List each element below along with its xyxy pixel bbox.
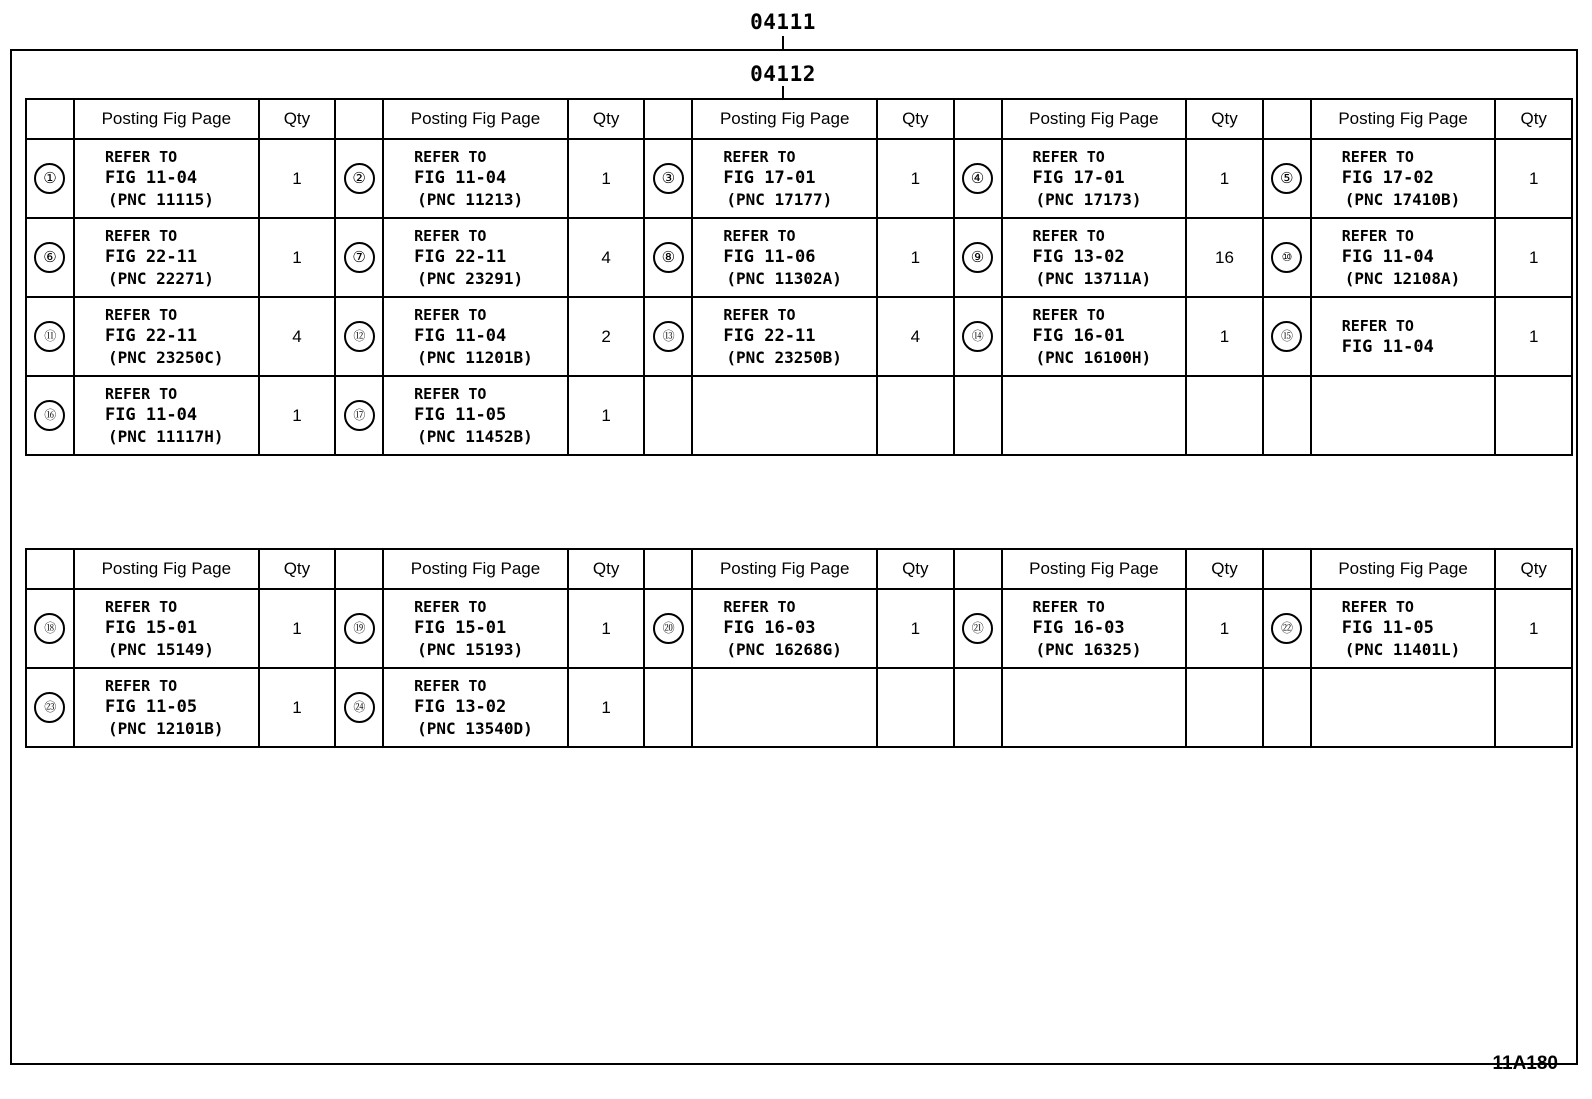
reference-cell (1002, 218, 1187, 297)
item-callout-icon: ⑨ (962, 242, 993, 273)
qty-cell: 2 (568, 297, 645, 376)
reference-cell (1311, 218, 1496, 297)
reference-line3: (PNC 23291) (417, 269, 524, 288)
group-label: 04112 (750, 62, 816, 86)
reference-line3: (PNC 12108A) (1344, 269, 1461, 288)
item-number-cell (644, 668, 692, 747)
header-qty: Qty (259, 99, 336, 139)
reference-cell (1002, 589, 1187, 668)
table-row (26, 218, 1572, 297)
item-number-cell (1263, 139, 1311, 218)
reference-line2: FIG 11-05 (414, 405, 507, 425)
reference-cell (1311, 376, 1496, 455)
reference-line2: FIG 22-11 (723, 326, 816, 346)
reference-line1: REFER TO (104, 677, 178, 695)
item-number-cell (1263, 218, 1311, 297)
qty-cell (1186, 668, 1263, 747)
reference-line1: REFER TO (414, 385, 487, 403)
reference-line3: (PNC 16268G) (726, 640, 842, 659)
item-number-cell (26, 376, 74, 455)
item-number-cell (26, 139, 74, 218)
reference-line3: (PNC 11401L) (1344, 640, 1461, 659)
header-number-cell (335, 99, 383, 139)
item-callout-icon: ⑤ (1271, 163, 1302, 194)
qty-cell: 4 (877, 297, 954, 376)
item-callout-icon: ㉑ (962, 613, 993, 644)
header-qty: Qty (1186, 99, 1263, 139)
item-callout-icon: ⑱ (34, 613, 65, 644)
qty-cell: 1 (877, 139, 954, 218)
header-number-cell (1263, 99, 1311, 139)
table-row (26, 589, 1572, 668)
qty-cell: 1 (568, 139, 645, 218)
reference-line3: (PNC 11302A) (726, 269, 842, 288)
header-qty: Qty (568, 99, 645, 139)
header-qty: Qty (877, 549, 954, 589)
item-callout-icon: ⑰ (344, 400, 375, 431)
item-callout-icon: ⑯ (34, 400, 65, 431)
item-number-cell (335, 139, 383, 218)
reference-cell (1311, 668, 1496, 747)
qty-cell: 1 (1495, 139, 1572, 218)
item-callout-icon: ⑩ (1271, 242, 1302, 273)
item-number-cell (335, 218, 383, 297)
reference-line3: (PNC 16325) (1035, 640, 1142, 659)
reference-line2: FIG 16-03 (723, 618, 816, 638)
reference-line3: (PNC 23250C) (107, 348, 224, 367)
item-number-cell (954, 376, 1002, 455)
reference-cell (1002, 376, 1187, 455)
item-number-cell (1263, 297, 1311, 376)
item-number-cell (335, 297, 383, 376)
reference-line1: REFER TO (1032, 148, 1105, 166)
reference-line2: FIG 13-02 (1032, 247, 1125, 267)
reference-line1: REFER TO (1341, 148, 1414, 166)
reference-line3: (PNC 11201B) (417, 348, 533, 367)
item-callout-icon: ⑦ (344, 242, 375, 273)
reference-line1: REFER TO (1341, 316, 1414, 335)
header-row (26, 99, 1572, 139)
item-number-cell (644, 376, 692, 455)
reference-line1: REFER TO (1032, 306, 1105, 324)
header-qty: Qty (1495, 99, 1572, 139)
reference-line3: (PNC 11213) (417, 190, 524, 209)
header-qty: Qty (568, 549, 645, 589)
item-number-cell (644, 589, 692, 668)
item-number-cell (335, 376, 383, 455)
qty-cell (877, 668, 954, 747)
reference-cell (383, 218, 568, 297)
reference-line1: REFER TO (723, 148, 796, 166)
qty-cell: 16 (1186, 218, 1263, 297)
reference-line1: REFER TO (104, 148, 178, 166)
reference-cell (692, 218, 877, 297)
header-posting-fig-page: Posting Fig Page (1311, 549, 1496, 589)
qty-cell: 1 (1186, 589, 1263, 668)
qty-cell: 1 (259, 218, 336, 297)
reference-line3: (PNC 11452B) (417, 427, 533, 446)
reference-line3: (PNC 13540D) (417, 719, 533, 738)
item-number-cell (26, 297, 74, 376)
item-callout-icon: ⑧ (653, 242, 684, 273)
header-posting-fig-page: Posting Fig Page (1311, 99, 1496, 139)
item-number-cell (335, 668, 383, 747)
item-number-cell (954, 218, 1002, 297)
reference-cell (1002, 668, 1187, 747)
qty-cell: 4 (568, 218, 645, 297)
item-number-cell (644, 139, 692, 218)
reference-line3: (PNC 17410B) (1344, 190, 1461, 209)
header-number-cell (954, 549, 1002, 589)
item-callout-icon: ⑫ (344, 321, 375, 352)
reference-line1: REFER TO (723, 306, 796, 324)
reference-line2: FIG 11-04 (104, 168, 198, 188)
reference-line2: FIG 11-04 (104, 405, 198, 425)
header-posting-fig-page: Posting Fig Page (383, 549, 568, 589)
reference-cell (74, 218, 259, 297)
reference-cell (692, 668, 877, 747)
table-row (26, 376, 1572, 455)
reference-line1: REFER TO (723, 227, 796, 245)
qty-cell (1495, 376, 1572, 455)
qty-cell: 1 (1495, 297, 1572, 376)
top-leader-line (782, 36, 784, 50)
qty-cell: 1 (259, 668, 336, 747)
reference-line3: (PNC 17173) (1035, 190, 1142, 209)
qty-cell: 4 (259, 297, 336, 376)
item-callout-icon: ② (344, 163, 375, 194)
reference-line1: REFER TO (104, 227, 178, 245)
reference-line3: (PNC 15193) (417, 640, 524, 659)
header-row (26, 549, 1572, 589)
reference-cell (74, 589, 259, 668)
reference-line3: (PNC 13711A) (1035, 269, 1152, 288)
item-number-cell (26, 589, 74, 668)
reference-line1: REFER TO (1032, 598, 1105, 616)
qty-cell: 1 (259, 139, 336, 218)
item-callout-icon: ⑪ (34, 321, 65, 352)
reference-line3: (PNC 22271) (107, 269, 214, 288)
header-posting-fig-page: Posting Fig Page (692, 549, 877, 589)
reference-cell (1002, 297, 1187, 376)
header-qty: Qty (1186, 549, 1263, 589)
reference-cell (383, 139, 568, 218)
reference-line1: REFER TO (104, 306, 178, 324)
header-posting-fig-page: Posting Fig Page (74, 549, 259, 589)
reference-line3: (PNC 16100H) (1035, 348, 1152, 367)
reference-line1: REFER TO (723, 598, 796, 616)
item-callout-icon: ① (34, 163, 65, 194)
header-number-cell (1263, 549, 1311, 589)
qty-cell (1186, 376, 1263, 455)
table-row (26, 139, 1572, 218)
header-posting-fig-page: Posting Fig Page (692, 99, 877, 139)
reference-line2: FIG 11-06 (723, 247, 816, 267)
reference-line1: REFER TO (1032, 227, 1105, 245)
item-number-cell (1263, 668, 1311, 747)
reference-cell (74, 376, 259, 455)
table-row (26, 668, 1572, 747)
reference-line3: (PNC 15149) (107, 640, 214, 659)
reference-line3: (PNC 11117H) (107, 427, 224, 446)
reference-line1: REFER TO (1341, 598, 1414, 616)
reference-line2: FIG 16-01 (1032, 326, 1125, 346)
item-number-cell (644, 218, 692, 297)
reference-line2: FIG 17-01 (723, 168, 816, 188)
item-number-cell (26, 218, 74, 297)
header-qty: Qty (259, 549, 336, 589)
top-assembly-label: 04111 (750, 10, 816, 34)
reference-line2: FIG 11-05 (1341, 618, 1434, 638)
reference-line3: (PNC 12101B) (107, 719, 224, 738)
qty-cell: 1 (259, 376, 336, 455)
reference-line2: FIG 15-01 (414, 618, 507, 638)
reference-cell (692, 589, 877, 668)
qty-cell (1495, 668, 1572, 747)
item-callout-icon: ⑭ (962, 321, 993, 352)
qty-cell: 1 (568, 668, 645, 747)
reference-line1: REFER TO (104, 598, 178, 616)
reference-cell (383, 589, 568, 668)
reference-line3: (PNC 11115) (107, 190, 214, 209)
reference-line2: FIG 17-01 (1032, 168, 1125, 188)
item-number-cell (954, 589, 1002, 668)
reference-cell (692, 297, 877, 376)
qty-cell (877, 376, 954, 455)
figure-code: 11A180 (1492, 1053, 1558, 1074)
header-number-cell (26, 549, 74, 589)
reference-line2: FIG 17-02 (1341, 168, 1434, 188)
parts-table-1 (25, 98, 1573, 456)
item-number-cell (954, 139, 1002, 218)
qty-cell: 1 (568, 376, 645, 455)
item-callout-icon: ⑥ (34, 242, 65, 273)
reference-line1: REFER TO (104, 385, 178, 403)
reference-line1: REFER TO (414, 306, 487, 324)
qty-cell: 1 (877, 589, 954, 668)
qty-cell: 1 (877, 218, 954, 297)
item-number-cell (954, 297, 1002, 376)
reference-cell (74, 139, 259, 218)
reference-line1: REFER TO (414, 227, 487, 245)
qty-cell: 1 (259, 589, 336, 668)
reference-cell (692, 376, 877, 455)
qty-cell: 1 (1186, 139, 1263, 218)
reference-line1: REFER TO (414, 677, 487, 695)
reference-line2: FIG 15-01 (104, 618, 198, 638)
reference-cell (383, 668, 568, 747)
item-callout-icon: ③ (653, 163, 684, 194)
reference-cell (1311, 139, 1496, 218)
item-number-cell (26, 668, 74, 747)
reference-cell (1002, 139, 1187, 218)
item-number-cell (1263, 376, 1311, 455)
reference-line3: (PNC 17177) (726, 190, 833, 209)
reference-line2: FIG 13-02 (414, 697, 507, 717)
item-number-cell (335, 589, 383, 668)
qty-cell: 1 (1495, 589, 1572, 668)
item-callout-icon: ⑮ (1271, 321, 1302, 352)
item-callout-icon: ⑲ (344, 613, 375, 644)
reference-cell (74, 297, 259, 376)
reference-line2: FIG 11-04 (1341, 247, 1434, 267)
reference-cell (383, 297, 568, 376)
item-callout-icon: ⑬ (653, 321, 684, 352)
reference-cell (383, 376, 568, 455)
item-number-cell (954, 668, 1002, 747)
reference-line1: REFER TO (414, 148, 487, 166)
item-callout-icon: ④ (962, 163, 993, 194)
item-number-cell (644, 297, 692, 376)
header-number-cell (335, 549, 383, 589)
reference-line1: REFER TO (414, 598, 487, 616)
table-row (26, 297, 1572, 376)
header-qty: Qty (877, 99, 954, 139)
header-number-cell (26, 99, 74, 139)
reference-line3: (PNC 23250B) (726, 348, 842, 367)
item-callout-icon: ㉓ (34, 692, 65, 723)
reference-line2: FIG 11-05 (104, 697, 198, 717)
item-callout-icon: ⑳ (653, 613, 684, 644)
reference-line2: FIG 11-04 (1341, 336, 1434, 357)
reference-cell (1311, 589, 1496, 668)
qty-cell: 1 (568, 589, 645, 668)
header-number-cell (954, 99, 1002, 139)
header-number-cell (644, 549, 692, 589)
reference-line2: FIG 22-11 (104, 326, 198, 346)
item-number-cell (1263, 589, 1311, 668)
header-number-cell (644, 99, 692, 139)
reference-cell (1311, 297, 1496, 376)
header-posting-fig-page: Posting Fig Page (1002, 99, 1187, 139)
parts-table-2 (25, 548, 1573, 748)
qty-cell: 1 (1495, 218, 1572, 297)
header-posting-fig-page: Posting Fig Page (1002, 549, 1187, 589)
reference-cell (74, 668, 259, 747)
reference-line2: FIG 22-11 (104, 247, 198, 267)
reference-line2: FIG 11-04 (414, 326, 507, 346)
reference-line2: FIG 22-11 (414, 247, 507, 267)
reference-line2: FIG 11-04 (414, 168, 507, 188)
header-posting-fig-page: Posting Fig Page (74, 99, 259, 139)
item-callout-icon: ㉔ (344, 692, 375, 723)
qty-cell: 1 (1186, 297, 1263, 376)
header-qty: Qty (1495, 549, 1572, 589)
reference-line2: FIG 16-03 (1032, 618, 1125, 638)
reference-line1: REFER TO (1341, 227, 1414, 245)
reference-cell (692, 139, 877, 218)
item-callout-icon: ㉒ (1271, 613, 1302, 644)
header-posting-fig-page: Posting Fig Page (383, 99, 568, 139)
